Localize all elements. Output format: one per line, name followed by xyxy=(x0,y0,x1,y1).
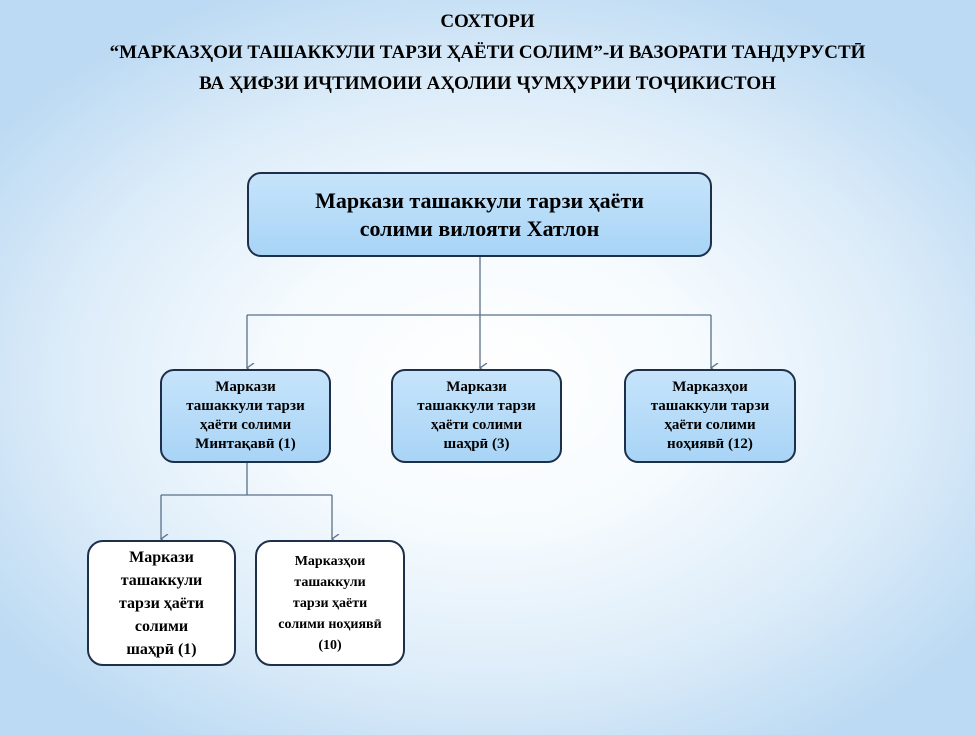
node-district-centers-10 xyxy=(255,540,405,666)
node-text-line: (10) xyxy=(318,637,342,653)
node-text-line: солими xyxy=(134,617,189,635)
title-line-2: “МАРКАЗҲОИ ТАШАККУЛИ ТАРЗИ ҲАЁТИ СОЛИМ”-И ВАЗОРАТИ ТАНДУРУСТӢ xyxy=(109,42,866,63)
node-text-line: ноҳиявӣ (12) xyxy=(667,436,753,452)
node-regional-center xyxy=(160,369,331,463)
node-text-line: ташаккули тарзи xyxy=(650,398,770,414)
node-text-line: Маркази ташаккули тарзи ҳаёти xyxy=(315,187,644,213)
node-text-line: Маркази xyxy=(446,379,507,395)
node-text-line: шаҳрӣ (1) xyxy=(126,640,197,658)
node-text-line: солими вилояти Хатлон xyxy=(359,215,600,241)
node-text-line: ташаккули тарзи xyxy=(417,398,536,414)
node-text-line: Марказҳои xyxy=(672,379,748,395)
node-text-line: тарзи ҳаёти xyxy=(119,594,204,612)
node-khatlon-center xyxy=(247,172,712,257)
node-text-line: ҳаёти солими xyxy=(430,417,523,433)
title-line-1: СОХТОРИ xyxy=(440,11,535,32)
node-text-line: ташаккули тарзи xyxy=(186,398,305,414)
node-city-centers-3 xyxy=(391,369,562,463)
node-district-centers-12 xyxy=(624,369,796,463)
node-text-line: Марказҳои xyxy=(294,553,366,569)
node-city-center-1 xyxy=(87,540,236,666)
node-text-line: Маркази xyxy=(129,548,194,566)
node-text-line: Маркази xyxy=(215,379,276,395)
node-text-line: Минтақавӣ (1) xyxy=(195,436,296,452)
node-text-line: ҳаёти солими xyxy=(664,417,756,433)
node-text-line: ташаккули xyxy=(294,574,366,590)
node-text-line: тарзи ҳаёти xyxy=(292,595,368,611)
node-text-line: ҳаёти солими xyxy=(199,417,292,433)
node-text-line: солими ноҳиявӣ xyxy=(278,616,382,632)
node-text-line: ташаккули xyxy=(120,571,203,589)
node-text-line: шаҳрӣ (3) xyxy=(443,436,510,452)
title-line-3: ВА ҲИФЗИ ИҶТИМОИИ АҲОЛИИ ҶУМҲУРИИ ТОҶИКИСТОН xyxy=(199,73,776,94)
